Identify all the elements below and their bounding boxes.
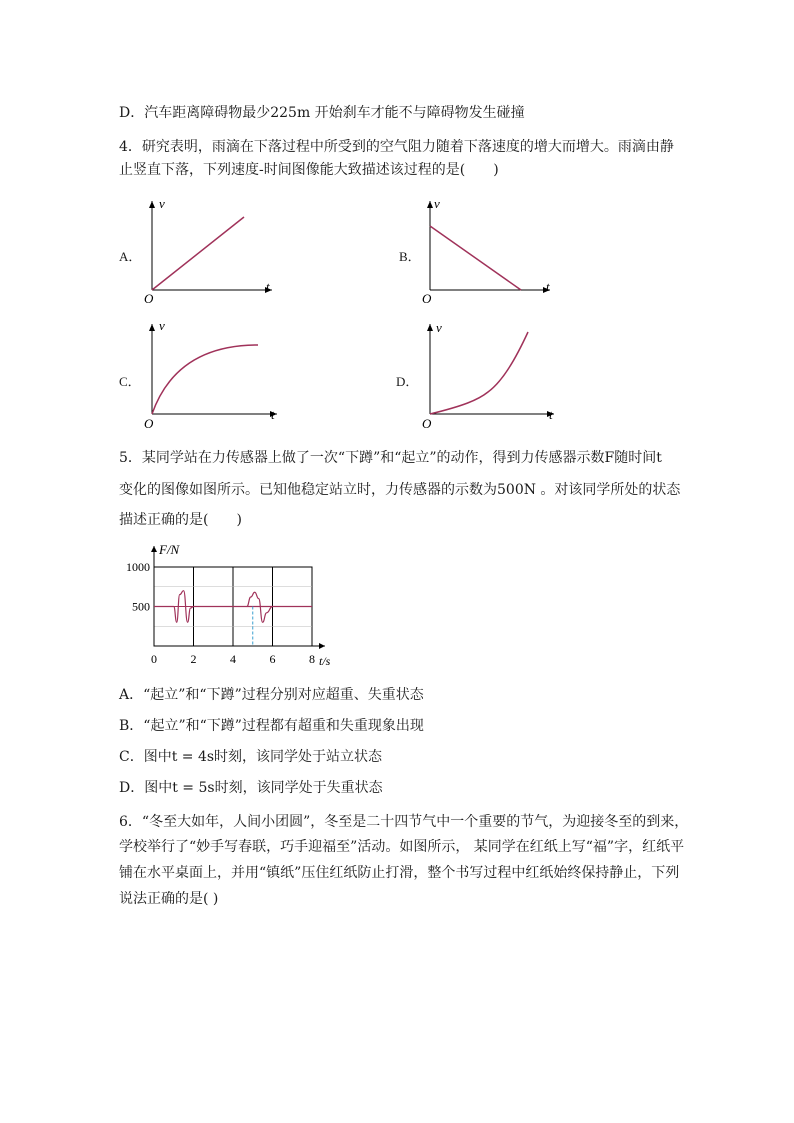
q4-option-a-label: A． <box>119 249 142 264</box>
q4-graph-a <box>140 195 280 305</box>
v-t-curve <box>152 217 244 290</box>
q6-stem-line2: 学校举行了“妙手写春联，巧手迎福至”活动。如图所示， 某同学在红纸上写“福”字，红纸平 <box>119 839 685 855</box>
origin-label: O <box>422 291 432 305</box>
q4-option-c-label: C． <box>119 374 141 389</box>
q4-graph-d <box>418 318 563 433</box>
q4-graph-c <box>140 318 285 433</box>
axis-t-label: t <box>546 279 550 294</box>
x-axis-label: t/s <box>319 654 331 668</box>
q6-stem-line4: 说法正确的是( ) <box>119 891 219 907</box>
v-t-curve <box>430 226 521 290</box>
axis-v-label: v <box>159 318 165 333</box>
origin-label: O <box>144 416 154 431</box>
x-tick-label: 4 <box>230 652 236 666</box>
axis-v-label: v <box>159 196 165 211</box>
y-axis-arrow <box>151 546 157 552</box>
q5-option-a: A．“起立”和“下蹲”过程分别对应超重、失重状态 <box>119 687 424 703</box>
y-tick-label: 1000 <box>126 560 150 574</box>
v-t-curve <box>430 332 528 414</box>
q5-stem-line1: 5．某同学站在力传感器上做了一次“下蹲”和“起立”的动作，得到力传感器示数F随时间t <box>119 450 662 466</box>
x-tick-label: 8 <box>309 652 315 666</box>
q4-option-d-label: D． <box>396 374 419 389</box>
axis-t-label: t <box>271 407 275 422</box>
axis-v-label: v <box>436 320 442 335</box>
q4-stem-line1: 4．研究表明，雨滴在下落过程中所受到的空气阻力随着下落速度的增大而增大。雨滴由静 <box>119 139 674 155</box>
y-axis-label: F/N <box>159 542 180 557</box>
prev-option-d: D．汽车距离障碍物最少225m 开始刹车才能不与障碍物发生碰撞 <box>119 105 525 121</box>
q5-force-time-chart <box>115 540 345 672</box>
q5-stem-line2: 变化的图像如图所示。已知他稳定站立时，力传感器的示数为500N 。对该同学所处的状态 <box>119 482 681 498</box>
q5-option-b: B．“起立”和“下蹲”过程都有超重和失重现象出现 <box>119 718 424 734</box>
origin-label: O <box>144 291 154 305</box>
axis-t-label: t <box>549 407 553 422</box>
origin-label: O <box>422 416 432 431</box>
y-tick-label: 500 <box>132 599 150 614</box>
force-curve-stand <box>247 592 273 622</box>
x-tick-label: 6 <box>269 652 276 666</box>
q5-stem-line3: 描述正确的是( ) <box>119 512 242 528</box>
q4-graph-b <box>418 195 558 305</box>
axis-v-label: v <box>434 196 440 211</box>
axis-t-label: t <box>266 279 270 294</box>
q5-option-c: C．图中t = 4s时刻，该同学处于站立状态 <box>119 749 383 765</box>
x-tick-label: 2 <box>190 652 197 666</box>
x-tick-label: 0 <box>151 652 157 666</box>
q6-stem-line1: 6．“冬至大如年，人间小团圆”，冬至是二十四节气中一个重要的节气，为迎接冬至的到来， <box>119 814 689 830</box>
x-axis-arrow <box>319 643 325 649</box>
q6-stem-line3: 铺在水平桌面上，并用“镇纸”压住红纸防止打滑，整个书写过程中红纸始终保持静止，下列 <box>119 865 680 881</box>
q4-stem-line2: 止竖直下落，下列速度-时间图像能大致描述该过程的是( ) <box>119 162 499 178</box>
q5-option-d: D．图中t = 5s时刻，该同学处于失重状态 <box>119 780 383 796</box>
q4-option-b-label: B． <box>399 249 421 264</box>
v-t-curve <box>152 345 258 414</box>
